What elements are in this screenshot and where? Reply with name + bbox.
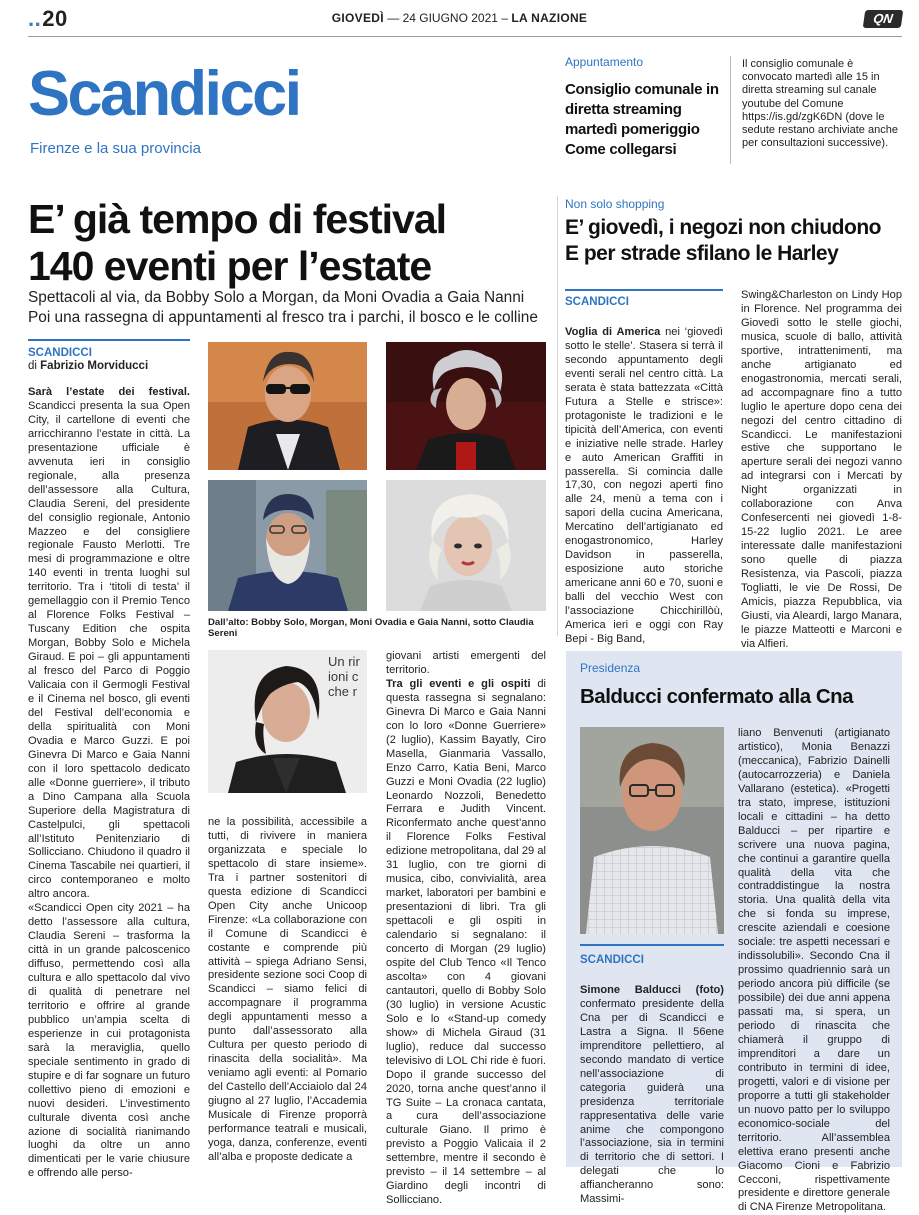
section-subtitle: Firenze e la sua provincia — [30, 140, 201, 157]
dateline-sep: — — [387, 11, 400, 25]
qn-logo: QN — [863, 10, 904, 28]
main-col3-text: di questa rassegna si segnalano: Ginevra Di Marco e Gaia Nanni con lo loro «Donne Guerriere» (2 luglio), Kassim Bayatly, Ciro Masella, Gianmaria Vassallo, Enzo Carro, Katia Beni, Marco Guzzi e Moni Ovadia (22 luglio) Leonardo Nozzoli, Benedetto Ferrara e Judith Vincent. Riconfermato anche quest’anno il Florence Folks Festival edizione metropolitana, dal 29 al 31 luglio, con tre giorni di musica, cibo, convivialità, area market, laboratori per bambini e presentazioni di libri. Tra gli spettacoli e gli ospiti in calendario si segnalano: il concerto di Morgan (29 luglio) ospite del Club Tenco «Il Tenco ascolta» con 4 giovani cantautori, quello di Bobby Solo (30 luglio) in versione Acustic Solo e lo «Stand-up comedy show» di Michela Giraud (31 luglio), reduce dal successo televisivo di LOL Chi ride è fuori. Dopo il grande successo del 2020, torna anche quest’anno il TG Suite – La cronaca cantata, a cura dell’associazione culturale Giano. Il primo è previsto a Poggio Valicaia il 2 settembre, mentre il secondo è previsto – il 14 settembre – al Giardino degli incontri di Sollicciano. — [386, 677, 547, 1207]
dateline-date: 24 GIUGNO 2021 — [402, 11, 498, 25]
dateline-day: GIOVEDÌ — [331, 11, 384, 25]
appointment-body: Il consiglio comunale è convocato martedì alle 15 in diretta streaming sul canale youtube del Comune https://is.gd/zgK6DN (dove le sedute restano archiviate anche per consultazioni successive). — [742, 58, 898, 150]
photo-caption: Dall’alto: Bobby Solo, Morgan, Moni Ovadia e Gaia Nanni, sotto Claudia Sereni — [208, 617, 534, 639]
dateline-sep2: – — [501, 11, 508, 25]
main-headline-line2: 140 eventi per l’estate — [28, 243, 432, 289]
presidency-lead: Simone Balducci (foto) — [580, 984, 724, 996]
shopping-headline-line2: E per strade sfilano le Harley — [565, 242, 839, 265]
shopping-kicker: Non solo shopping — [565, 197, 665, 211]
main-col1-text: Scandicci presenta la sua Open City, il cartellone di eventi che arricchiranno l’estate in città. La presentazione ufficiale è avvenuta ieri in consiglio regionale, alla presenza dell’assessore alla Cultura, Claudia Sereni, del presidente del consiglio regionale, Antonio Mazzeo e del consigliere regionale Fausto Merlotti. Tre mesi di programmazione e oltre 140 eventi in trenta luoghi sul territorio. Tra i ‘titoli di testa’ il gemellaggio con il Premio Tenco al Florence Folks Festival – Tuscany Edition che ospita Morgan, Bobby Solo e Michela Giraud. E poi – gli appuntamenti al fresco del Parco di Poggio Valicaia con il Germogli Festival e il Cinema nel bosco, gli eventi del Festival dell’economia e della spiritualità con Moni Ovadia e Marco Guzzi. E poi Ginevra Di Marco e Gaia Nanni con il loro spettacolo dedicato alle «Donne guerriere», il tributo a Dino Campana alla Scuola Superiore della Magistratura di Castelpulci, gli spettacoli all’Istituto Penitenziario di Sollicciano. Chiudono il quadro il Cinema Tascabile nei quartieri, il circo contemporaneo e molto altro ancora. «Scandicci Open city 2021 – ha detto l’assessore alla cultura, Claudia Sereni – trasforma la città in un grande palcoscenico diffuso, permettendo così alla cultura e allo spettacolo dal vivo di qualità di penetrare nel territorio e offrire al grande pubblico un’ampia scelta di esperienze in cui protagonista sarà la meraviglia, quello speciale sentimento in grado di stupire e di far sognare un futuro collettivo pieno di emozioni e nuovi desideri. L’investimento culturale diventa così anche azione di socialità rianimando luoghi da oltre un anno dimenticati per le varie chiusure e offrendo alle perso- — [28, 399, 190, 1180]
shopping-section-rule — [565, 289, 723, 291]
photo-gaia-nanni — [386, 480, 546, 611]
photo-bobby-solo — [208, 342, 367, 470]
column-divider — [557, 196, 558, 636]
main-col3-lead: Tra gli eventi e gli ospiti — [386, 677, 531, 690]
shopping-col1 — [565, 326, 723, 645]
shopping-lead: Voglia di America — [565, 326, 661, 338]
presidency-col2: liano Benvenuti (artigianato artistico), Monia Benazzi (meccanica), Fabrizio Dainelli (autocarrozzeria) e Daniela Vallarano (estetica). «Progetti tra stato, imprese, istituzioni locali e cittadini – ha detto Balducci – per ripartire e scrivere una nuova pagina, che continui a garantire quella qualità della vita che contraddistingue la nostra storia. Una qualità della vita che si fonda su imprese, crescite aziendali e coesione sociale: tre aspetti necessari e indissolubili». Secondo Cna il prossimo quadriennio sarà un periodo ancora più difficile (se possibile) dei due anni appena passati ma, si spera, un periodo di rinascita che chiamerà il gruppo di imprenditori a dare un contributo in termini di idee, progetti, valori e di visione per proporre a tutti gli stakeholder un nuovo patto per lo sviluppo economico-sociale del territorio. All’assemblea elettiva erano presenti anche Giacomo Cioni e Fabrizio Cecconi, rispettivamente presidente e direttore generale di CNA Firenze Metropolitana. — [738, 727, 890, 1214]
main-col3-intro: giovani artisti emergenti del territorio. — [386, 650, 546, 676]
dateline — [0, 11, 919, 25]
presidency-col1-text: confermato presidente della Cna per di Scandicci e Lastra a Signa. Il 56ene imprenditore pellettiero, al secondo mandato di vertice nell’associazione di categoria guiderà una presidenza territoriale rappresentativa delle varie anime che compongono l’associazione, sia in termini di territorio che di settori. I delegati che lo affiancheranno sono: Massimi- — [580, 997, 724, 1206]
byline-prefix: di — [28, 360, 37, 372]
photo-moni-ovadia — [208, 480, 367, 611]
main-headline — [28, 196, 548, 290]
shopping-col2: Swing&Charleston on Lindy Hop in Florence. Nel programma dei Giovedì sotto le stelle giochi, musica, scuole di ballo, attività sportive, intrattenimenti, ma anche artigianato ed enogastronomia, mercati serali, ad accompagnare fino a tutto luglio le aperture dopo cena dei negozi del centro cittadino di Scandicci. Le manifestazioni estive che supportano le aperture serali dei negozi vanno ad integrarsi con i Mercati by Night organizzati in collaborazione con Anva Confesercenti nei giovedì 1-8-15-22 luglio 2021. Le aree interessate dalle manifestazioni sono quelle di piazza Resistenza, via Pascoli, piazza Togliatti, le vie De Rossi, De Amicis, piazza Repubblica, via Giusti, via Aleardi, largo Manara, le piazze Matteotti e Marconi e via Alfieri. — [741, 289, 902, 650]
section-title: Scandicci — [28, 59, 300, 129]
main-headline-line1: E’ già tempo di festival — [28, 196, 447, 242]
photo-morgan — [386, 342, 546, 470]
photo-simone-balducci — [580, 727, 724, 934]
header-divider — [28, 36, 902, 37]
main-section-label: SCANDICCI — [28, 347, 92, 359]
photo-sign-text: Un rir ioni c che r — [328, 654, 360, 699]
appointment-kicker: Appuntamento — [565, 55, 644, 69]
main-summary — [28, 288, 550, 328]
shopping-headline-line1: E’ giovedì, i negozi non chiudono — [565, 216, 881, 239]
main-summary-line1: Spettacoli al via, da Bobby Solo a Morgan, da Moni Ovadia a Gaia Nanni — [28, 289, 525, 306]
shopping-section-label: SCANDICCI — [565, 296, 629, 308]
shopping-col1-text: nei ‘giovedì sotto le stelle’. Stasera si terrà il secondo appuntamento degli eventi serali nel centro città. La serata è stata battezzata «Città Futura a Stelle e strisce»: protagoniste le tradizioni e le tipicità dell’America, con eventi e iniziative nelle strade. Harley e auto American Graffiti in passerella. Si comincia dalle 17,30, con negozi aperti fino alle 24, menù a tema con i sapori della cucina Americana, Mercatino dell’artigianato ed enogastronomico, Harley Davidson in passerella, esposizione auto storiche americane anni 60 e 70, suoni e balli del vecchio West con l’associazione Chicchirillòù, America ieri e oggi con Ray Bepi - Big Band, — [565, 326, 723, 645]
byline-author: Fabrizio Morviducci — [40, 360, 149, 372]
main-byline — [28, 360, 148, 372]
shopping-headline — [565, 215, 910, 267]
presidency-col1 — [580, 984, 724, 1206]
appointment-title: Consiglio comunale in diretta streaming martedì pomeriggio Come collegarsi — [565, 81, 719, 158]
main-article-col3 — [386, 650, 547, 1207]
appointment-divider — [730, 56, 731, 164]
presidency-headline: Balducci confermato alla Cna — [580, 685, 854, 708]
main-article-col2: ne la possibilità, accessibile a tutti, di rivivere in maniera organizzata e speciale lo spettacolo di stare insieme». Tra i partner sostenitori di questa edizione di Scandicci Open City anche Unicoop Firenze: «La collaborazione con il Comune di Scandicci è costante e comprende più attività – spiega Adriano Sensi, presidente sezione soci Coop di Scandicci – siamo felici di accompagnare il programma degli appuntamenti messo a punto dall’assessorato alla Cultura per questo periodo di rinascita della socialità». Ma veniamo agli eventi: al Pomario del Castello dell’Acciaiolo dal 24 giugno al 27 luglio, l’Accademia Musicale di Firenze proporrà performance teatrali e musicali, yoga, danza, conferenze, eventi all’alba e proposte dedicate a — [208, 816, 367, 1163]
dateline-paper: LA NAZIONE — [511, 11, 588, 25]
main-lead: Sarà l’estate dei festival. — [28, 386, 190, 398]
byline-rule — [28, 339, 190, 341]
presidency-section-rule — [580, 944, 724, 946]
main-article-col1 — [28, 386, 190, 1180]
presidency-section-label: SCANDICCI — [580, 954, 644, 966]
main-summary-line2: Poi una rassegna di appuntamenti al fresco tra i parchi, il bosco e le colline — [28, 309, 538, 326]
presidency-kicker: Presidenza — [580, 661, 641, 675]
photo-claudia-sereni — [208, 650, 367, 793]
page-number: ..20 — [28, 6, 68, 31]
